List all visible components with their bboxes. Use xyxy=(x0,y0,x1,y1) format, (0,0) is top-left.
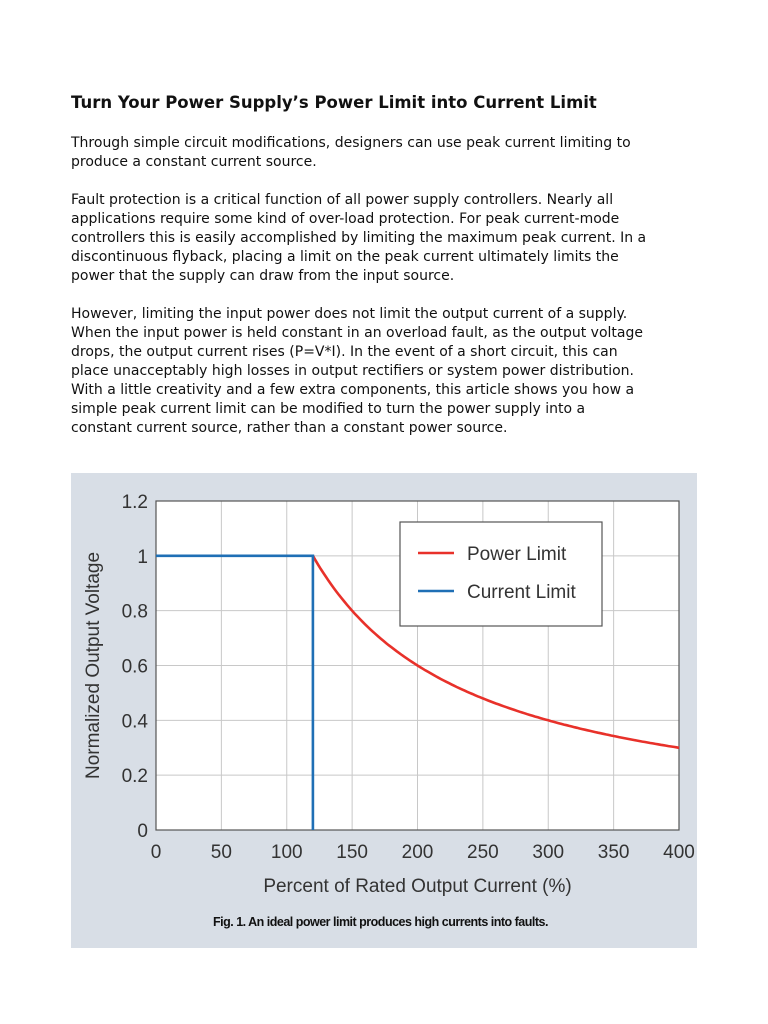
legend-label: Current Limit xyxy=(467,582,576,603)
y-tick-label: 1 xyxy=(137,546,148,568)
y-tick-label: 0.8 xyxy=(121,601,148,623)
x-tick-label: 100 xyxy=(270,842,303,863)
paragraph-line: applications require some kind of over-load protection. For peak current-mode xyxy=(71,211,620,227)
y-tick-label: 1.2 xyxy=(121,492,148,513)
article-title: Turn Your Power Supply’s Power Limit into Current Limit xyxy=(71,93,597,112)
paragraph-fault-protection xyxy=(71,191,711,286)
paragraph-line: place unacceptably high losses in output rectifiers or system power distribution. xyxy=(71,363,634,379)
line-chart xyxy=(71,473,697,913)
paragraph-line: When the input power is held constant in an overload fault, as the output voltage xyxy=(71,325,643,341)
paragraph-line: power that the supply can draw from the input source. xyxy=(71,268,455,284)
y-tick-label: 0 xyxy=(137,821,148,842)
x-tick-label: 150 xyxy=(336,842,368,863)
x-tick-label: 400 xyxy=(663,842,695,863)
x-tick-label: 50 xyxy=(210,842,232,863)
paragraph-line: Through simple circuit modifications, designers can use peak current limiting to xyxy=(71,135,631,151)
paragraph-line: drops, the output current rises (P=V*I). In the event of a short circuit, this can xyxy=(71,344,618,360)
paragraph-line: produce a constant current source. xyxy=(71,154,317,170)
paragraph-line: With a little creativity and a few extra components, this article shows you how a xyxy=(71,382,635,398)
x-tick-label: 0 xyxy=(150,842,162,863)
x-tick-label: 350 xyxy=(597,842,630,863)
y-tick-label: 0.6 xyxy=(121,656,148,678)
paragraph-line: controllers this is easily accomplished by limiting the maximum peak current. In a xyxy=(71,230,647,246)
figure-caption: Fig. 1. An ideal power limit produces high currents into faults. xyxy=(213,915,548,929)
paragraph-line: simple peak current limit can be modified to turn the power supply into a xyxy=(71,401,586,417)
paragraph-intro xyxy=(71,134,711,172)
x-tick-label: 250 xyxy=(467,842,499,863)
y-tick-label: 0.2 xyxy=(121,766,148,788)
paragraph-line: discontinuous flyback, placing a limit on the peak current ultimately limits the xyxy=(71,249,619,265)
paragraph-input-power xyxy=(71,305,711,438)
x-tick-label: 300 xyxy=(532,842,565,863)
y-tick-label: 0.4 xyxy=(121,711,148,733)
legend-label: Power Limit xyxy=(467,544,567,565)
y-axis-label: Normalized Output Voltage xyxy=(83,551,104,780)
legend-box xyxy=(400,522,602,626)
paragraph-line: Fault protection is a critical function of all power supply controllers. Nearly all xyxy=(71,192,614,208)
paragraph-line: However, limiting the input power does not limit the output current of a supply. xyxy=(71,306,628,322)
x-axis-label: Percent of Rated Output Current (%) xyxy=(263,876,572,897)
paragraph-line: constant current source, rather than a constant power source. xyxy=(71,420,508,436)
x-tick-label: 200 xyxy=(401,842,434,863)
figure xyxy=(71,473,697,948)
